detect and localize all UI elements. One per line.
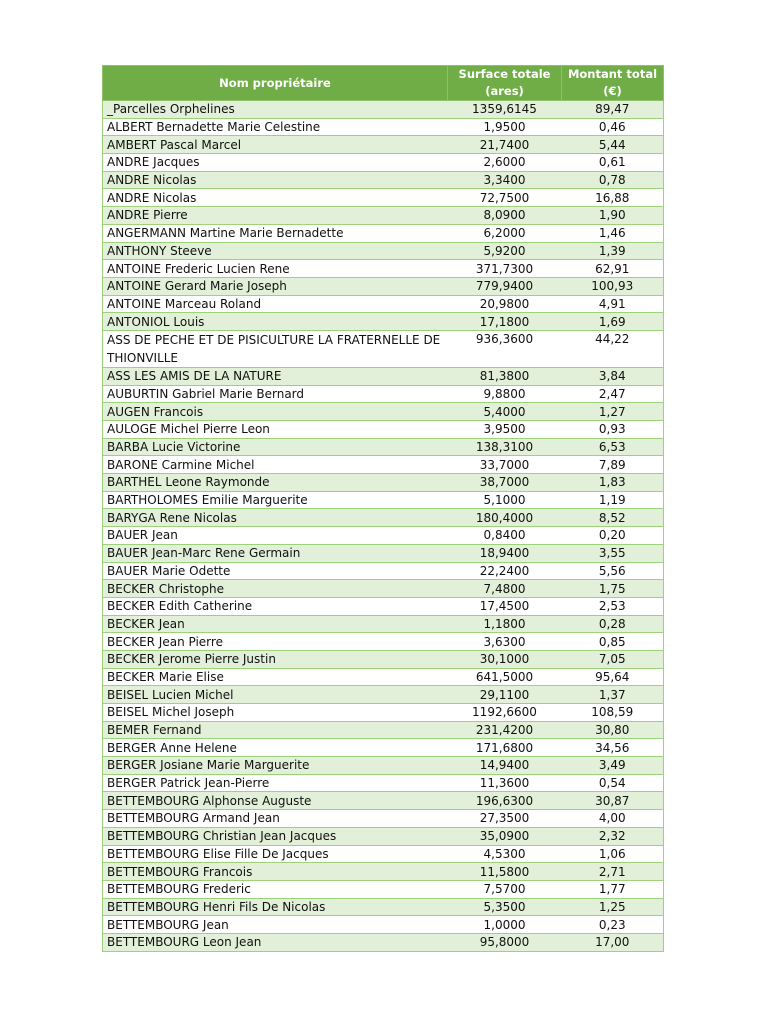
table-row [103, 330, 664, 367]
total-surface-cell: 17,4500 [448, 597, 562, 615]
owner-name-cell: BETTEMBOURG Henri Fils De Nicolas [103, 898, 448, 916]
owner-name-cell: ALBERT Bernadette Marie Celestine [103, 118, 448, 136]
total-surface-cell: 3,3400 [448, 171, 562, 189]
owner-name-cell: BAUER Marie Odette [103, 562, 448, 580]
owner-name-cell: BARTHEL Leone Raymonde [103, 474, 448, 492]
total-amount-cell: 16,88 [562, 189, 664, 207]
total-surface-cell: 95,8000 [448, 933, 562, 951]
owner-name-cell: BEISEL Lucien Michel [103, 686, 448, 704]
owner-name-cell: BECKER Marie Elise [103, 668, 448, 686]
total-surface-cell: 27,3500 [448, 810, 562, 828]
table-row [103, 810, 664, 828]
total-surface-cell: 7,4800 [448, 580, 562, 598]
total-surface-cell: 779,9400 [448, 277, 562, 295]
table-row [103, 438, 664, 456]
total-surface-cell: 171,6800 [448, 739, 562, 757]
total-amount-cell: 5,44 [562, 136, 664, 154]
total-amount-cell: 3,49 [562, 757, 664, 775]
total-amount-cell: 2,32 [562, 827, 664, 845]
table-row [103, 101, 664, 119]
owner-name-cell: BETTEMBOURG Elise Fille De Jacques [103, 845, 448, 863]
header-total-amount: Montant total (€) [562, 66, 664, 101]
table-header-row [103, 66, 664, 101]
total-surface-cell: 20,9800 [448, 295, 562, 313]
owner-name-cell: AUBURTIN Gabriel Marie Bernard [103, 385, 448, 403]
total-amount-cell: 0,54 [562, 774, 664, 792]
table-row [103, 313, 664, 331]
total-surface-cell: 21,7400 [448, 136, 562, 154]
total-amount-cell: 1,83 [562, 474, 664, 492]
total-surface-cell: 7,5700 [448, 880, 562, 898]
table-row [103, 136, 664, 154]
table-row [103, 171, 664, 189]
total-surface-cell: 5,3500 [448, 898, 562, 916]
owner-name-cell: ANTHONY Steeve [103, 242, 448, 260]
table-row [103, 295, 664, 313]
total-amount-cell: 1,39 [562, 242, 664, 260]
total-amount-cell: 1,69 [562, 313, 664, 331]
table-row [103, 739, 664, 757]
table-row [103, 491, 664, 509]
total-amount-cell: 100,93 [562, 277, 664, 295]
table-row [103, 224, 664, 242]
table-row [103, 704, 664, 722]
total-amount-cell: 89,47 [562, 101, 664, 119]
total-surface-cell: 3,9500 [448, 421, 562, 439]
total-amount-cell: 1,37 [562, 686, 664, 704]
total-amount-cell: 17,00 [562, 933, 664, 951]
table-row [103, 260, 664, 278]
total-surface-cell: 1,9500 [448, 118, 562, 136]
total-surface-cell: 5,1000 [448, 491, 562, 509]
owner-name-cell: BETTEMBOURG Jean [103, 916, 448, 934]
owner-name-cell: BETTEMBOURG Francois [103, 863, 448, 881]
total-amount-cell: 0,46 [562, 118, 664, 136]
table-row [103, 580, 664, 598]
table-row [103, 792, 664, 810]
total-amount-cell: 2,71 [562, 863, 664, 881]
table-row [103, 757, 664, 775]
total-surface-cell: 1359,6145 [448, 101, 562, 119]
table-row [103, 615, 664, 633]
total-amount-cell: 7,05 [562, 650, 664, 668]
owner-name-cell: ASS DE PECHE ET DE PISICULTURE LA FRATERNELLE DE THIONVILLE [103, 330, 448, 367]
owner-name-cell: BETTEMBOURG Armand Jean [103, 810, 448, 828]
table-row [103, 544, 664, 562]
total-surface-cell: 1,0000 [448, 916, 562, 934]
owner-name-cell: BARBA Lucie Victorine [103, 438, 448, 456]
owner-name-cell: ANTOINE Gerard Marie Joseph [103, 277, 448, 295]
table-row [103, 527, 664, 545]
total-amount-cell: 4,91 [562, 295, 664, 313]
total-surface-cell: 33,7000 [448, 456, 562, 474]
owner-name-cell: BECKER Edith Catherine [103, 597, 448, 615]
owner-name-cell: ANTONIOL Louis [103, 313, 448, 331]
total-amount-cell: 1,27 [562, 403, 664, 421]
owner-name-cell: BERGER Patrick Jean-Pierre [103, 774, 448, 792]
total-surface-cell: 196,6300 [448, 792, 562, 810]
total-amount-cell: 8,52 [562, 509, 664, 527]
total-amount-cell: 2,47 [562, 385, 664, 403]
table-row [103, 597, 664, 615]
total-surface-cell: 138,3100 [448, 438, 562, 456]
total-surface-cell: 641,5000 [448, 668, 562, 686]
total-amount-cell: 1,25 [562, 898, 664, 916]
table-row [103, 189, 664, 207]
table-body [103, 101, 664, 952]
owner-name-cell: BECKER Jean [103, 615, 448, 633]
table-row [103, 562, 664, 580]
table-row [103, 367, 664, 385]
total-amount-cell: 0,93 [562, 421, 664, 439]
table-row [103, 650, 664, 668]
total-surface-cell: 11,3600 [448, 774, 562, 792]
owner-name-cell: BECKER Christophe [103, 580, 448, 598]
owner-name-cell: _Parcelles Orphelines [103, 101, 448, 119]
table-row [103, 456, 664, 474]
total-surface-cell: 3,6300 [448, 633, 562, 651]
total-surface-cell: 5,9200 [448, 242, 562, 260]
table-row [103, 242, 664, 260]
total-amount-cell: 5,56 [562, 562, 664, 580]
owner-name-cell: ANTOINE Frederic Lucien Rene [103, 260, 448, 278]
owner-name-cell: AUGEN Francois [103, 403, 448, 421]
table-row [103, 863, 664, 881]
total-amount-cell: 0,85 [562, 633, 664, 651]
total-surface-cell: 29,1100 [448, 686, 562, 704]
total-amount-cell: 30,80 [562, 721, 664, 739]
owner-name-cell: BETTEMBOURG Leon Jean [103, 933, 448, 951]
total-surface-cell: 8,0900 [448, 207, 562, 225]
total-surface-cell: 4,5300 [448, 845, 562, 863]
owner-name-cell: ANDRE Nicolas [103, 189, 448, 207]
total-surface-cell: 35,0900 [448, 827, 562, 845]
table-row [103, 916, 664, 934]
total-surface-cell: 38,7000 [448, 474, 562, 492]
table-row [103, 933, 664, 951]
header-owner-name: Nom propriétaire [103, 66, 448, 101]
total-surface-cell: 5,4000 [448, 403, 562, 421]
owners-table [102, 65, 664, 952]
total-amount-cell: 108,59 [562, 704, 664, 722]
total-amount-cell: 6,53 [562, 438, 664, 456]
owner-name-cell: BEMER Fernand [103, 721, 448, 739]
owner-name-cell: ASS LES AMIS DE LA NATURE [103, 367, 448, 385]
total-amount-cell: 3,84 [562, 367, 664, 385]
table-row [103, 827, 664, 845]
total-surface-cell: 72,7500 [448, 189, 562, 207]
total-surface-cell: 1192,6600 [448, 704, 562, 722]
total-surface-cell: 81,3800 [448, 367, 562, 385]
total-surface-cell: 9,8800 [448, 385, 562, 403]
table-row [103, 403, 664, 421]
total-amount-cell: 1,46 [562, 224, 664, 242]
owner-name-cell: BECKER Jean Pierre [103, 633, 448, 651]
table-row [103, 668, 664, 686]
total-surface-cell: 30,1000 [448, 650, 562, 668]
owner-name-cell: ANDRE Nicolas [103, 171, 448, 189]
total-amount-cell: 0,20 [562, 527, 664, 545]
owner-name-cell: AMBERT Pascal Marcel [103, 136, 448, 154]
total-amount-cell: 0,61 [562, 154, 664, 172]
table-row [103, 721, 664, 739]
table-row [103, 421, 664, 439]
total-amount-cell: 1,19 [562, 491, 664, 509]
total-surface-cell: 11,5800 [448, 863, 562, 881]
header-total-surface: Surface totale (ares) [448, 66, 562, 101]
table-row [103, 686, 664, 704]
total-amount-cell: 62,91 [562, 260, 664, 278]
total-amount-cell: 7,89 [562, 456, 664, 474]
table-row [103, 118, 664, 136]
total-amount-cell: 34,56 [562, 739, 664, 757]
owner-name-cell: BECKER Jerome Pierre Justin [103, 650, 448, 668]
total-amount-cell: 4,00 [562, 810, 664, 828]
owner-name-cell: BETTEMBOURG Frederic [103, 880, 448, 898]
table-row [103, 207, 664, 225]
total-amount-cell: 95,64 [562, 668, 664, 686]
total-surface-cell: 180,4000 [448, 509, 562, 527]
owner-name-cell: BARTHOLOMES Emilie Marguerite [103, 491, 448, 509]
owner-name-cell: BERGER Josiane Marie Marguerite [103, 757, 448, 775]
table-row [103, 880, 664, 898]
total-surface-cell: 18,9400 [448, 544, 562, 562]
owner-name-cell: BETTEMBOURG Christian Jean Jacques [103, 827, 448, 845]
owner-name-cell: BEISEL Michel Joseph [103, 704, 448, 722]
table-row [103, 385, 664, 403]
table-row [103, 774, 664, 792]
total-surface-cell: 371,7300 [448, 260, 562, 278]
total-surface-cell: 231,4200 [448, 721, 562, 739]
owner-name-cell: ANDRE Jacques [103, 154, 448, 172]
total-surface-cell: 936,3600 [448, 330, 562, 367]
table-row [103, 633, 664, 651]
total-amount-cell: 1,06 [562, 845, 664, 863]
owner-name-cell: BARYGA Rene Nicolas [103, 509, 448, 527]
total-surface-cell: 14,9400 [448, 757, 562, 775]
table-row [103, 474, 664, 492]
owner-name-cell: ANGERMANN Martine Marie Bernadette [103, 224, 448, 242]
total-amount-cell: 44,22 [562, 330, 664, 367]
total-amount-cell: 1,75 [562, 580, 664, 598]
total-surface-cell: 1,1800 [448, 615, 562, 633]
total-amount-cell: 0,28 [562, 615, 664, 633]
owner-name-cell: ANDRE Pierre [103, 207, 448, 225]
total-surface-cell: 6,2000 [448, 224, 562, 242]
table-row [103, 898, 664, 916]
total-amount-cell: 1,77 [562, 880, 664, 898]
total-amount-cell: 0,23 [562, 916, 664, 934]
total-surface-cell: 17,1800 [448, 313, 562, 331]
owner-name-cell: BERGER Anne Helene [103, 739, 448, 757]
total-amount-cell: 1,90 [562, 207, 664, 225]
owner-name-cell: BAUER Jean-Marc Rene Germain [103, 544, 448, 562]
table-row [103, 845, 664, 863]
owner-name-cell: BETTEMBOURG Alphonse Auguste [103, 792, 448, 810]
owner-name-cell: BAUER Jean [103, 527, 448, 545]
table-row [103, 154, 664, 172]
total-amount-cell: 3,55 [562, 544, 664, 562]
owner-name-cell: AULOGE Michel Pierre Leon [103, 421, 448, 439]
owner-name-cell: BARONE Carmine Michel [103, 456, 448, 474]
owner-name-cell: ANTOINE Marceau Roland [103, 295, 448, 313]
owners-table-sheet [102, 65, 663, 952]
total-surface-cell: 2,6000 [448, 154, 562, 172]
total-amount-cell: 0,78 [562, 171, 664, 189]
total-amount-cell: 30,87 [562, 792, 664, 810]
total-surface-cell: 22,2400 [448, 562, 562, 580]
total-surface-cell: 0,8400 [448, 527, 562, 545]
table-row [103, 277, 664, 295]
total-amount-cell: 2,53 [562, 597, 664, 615]
table-row [103, 509, 664, 527]
